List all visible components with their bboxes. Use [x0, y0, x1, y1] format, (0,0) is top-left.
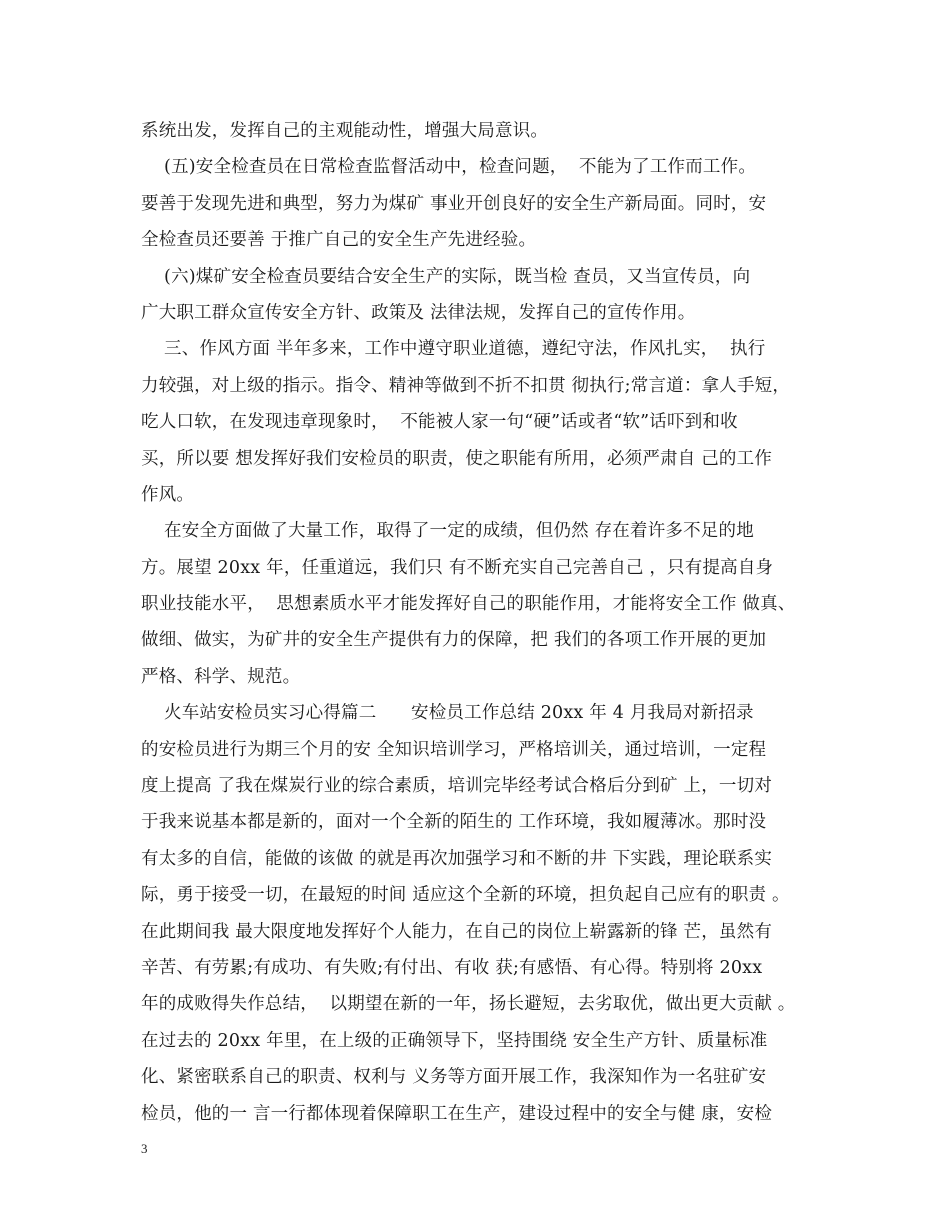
page-number: 3 — [141, 1141, 148, 1156]
text-line: 力较强，对上级的指示。指令、精神等做到不折不扣贯 彻执行;常言道：拿人手短， — [141, 375, 791, 396]
text-line: 在过去的 20xx 年里，在上级的正确领导下，坚持围绕 安全生产方针、质量标准 — [141, 1030, 768, 1051]
text-line: 有太多的自信，能做的该做 的就是再次加强学习和不断的井 下实践，理论联系实 — [141, 848, 773, 869]
text-line: 做细、做实，为矿井的安全生产提供有力的保障，把 我们的各项工作开展的更加 — [141, 630, 767, 651]
text-line: 化、紧密联系自己的职责、权利与 义务等方面开展工作，我深知作为一名驻矿安 — [141, 1067, 767, 1088]
text-line: 作风。 — [141, 484, 195, 505]
text-line: 买，所以要 想发挥好我们安检员的职责，使之职能有所用，必须严肃自 己的工作 — [141, 448, 773, 469]
text-line: 系统出发，发挥自己的主观能动性，增强大局意识。 — [141, 121, 549, 141]
text-line: 辛苦、有劳累;有成功、有失败;有付出、有收 获;有感悟、有心得。特别将 20xx — [141, 957, 763, 978]
text-line: 际，勇于接受一切，在最短的时间 适应这个全新的环境，担负起自己应有的职责 。 — [141, 885, 790, 906]
text-line: 在安全方面做了大量工作，取得了一定的成绩，但仍然 存在着许多不足的地 — [141, 521, 754, 542]
text-line: 广大职工群众宣传安全方针、政策及 法律法规，发挥自己的宣传作用。 — [141, 302, 696, 323]
text-line: 严格、科学、规范。 — [141, 666, 301, 687]
text-line: 方。展望 20xx 年，任重道远，我们只 有不断充实自己完善自己 ，只有提高自身 — [141, 557, 774, 578]
text-line: 火车站安检员实习心得篇二 安检员工作总结 20xx 年 4 月我局对新招录 — [141, 703, 754, 724]
text-line: 度上提高 了我在煤炭行业的综合素质，培训完毕经考试合格后分到矿 上，一切对 — [141, 776, 773, 797]
text-line: (五)安全检查员在日常检查监督活动中，检查问题， 不能为了工作而工作。 — [141, 157, 757, 178]
text-line: 在此期间我 最大限度地发挥好个人能力，在自己的岗位上崭露新的锋 芒，虽然有 — [141, 921, 773, 942]
text-line: 职业技能水平， 思想素质水平才能发挥好自己的职能作用，才能将安全工作 做真、 — [141, 594, 796, 615]
text-line: 的安检员进行为期三个月的安 全知识培训学习，严格培训关，通过培训，一定程 — [141, 739, 767, 760]
text-line: 要善于发现先进和典型，努力为煤矿 事业开创良好的安全生产新局面。同时，安 — [141, 193, 767, 214]
text-line: 吃人口软，在发现违章现象时， 不能被人家一句“硬”话或者“软”话吓到和收 — [141, 412, 738, 433]
text-line: 全检查员还要善 于推广自己的安全生产先进经验。 — [141, 230, 537, 251]
text-line: 检员，他的一 言一行都体现着保障职工在生产，建设过程中的安全与健 康，安检 — [141, 1103, 773, 1124]
text-line: (六)煤矿安全检查员要结合安全生产的实际，既当检 查员，又当宣传员，向 — [141, 266, 751, 287]
body-text — [141, 113, 831, 1132]
text-line: 三、作风方面 半年多来，工作中遵守职业道德，遵纪守法，作风扎实， 执行 — [141, 339, 766, 360]
text-line: 年的成败得失作总结， 以期望在新的一年，扬长避短，去劣取优，做出更大贡献 。 — [141, 994, 796, 1015]
text-line: 于我来说基本都是新的，面对一个全新的陌生的 工作环境，我如履薄冰。那时没 — [141, 812, 767, 833]
